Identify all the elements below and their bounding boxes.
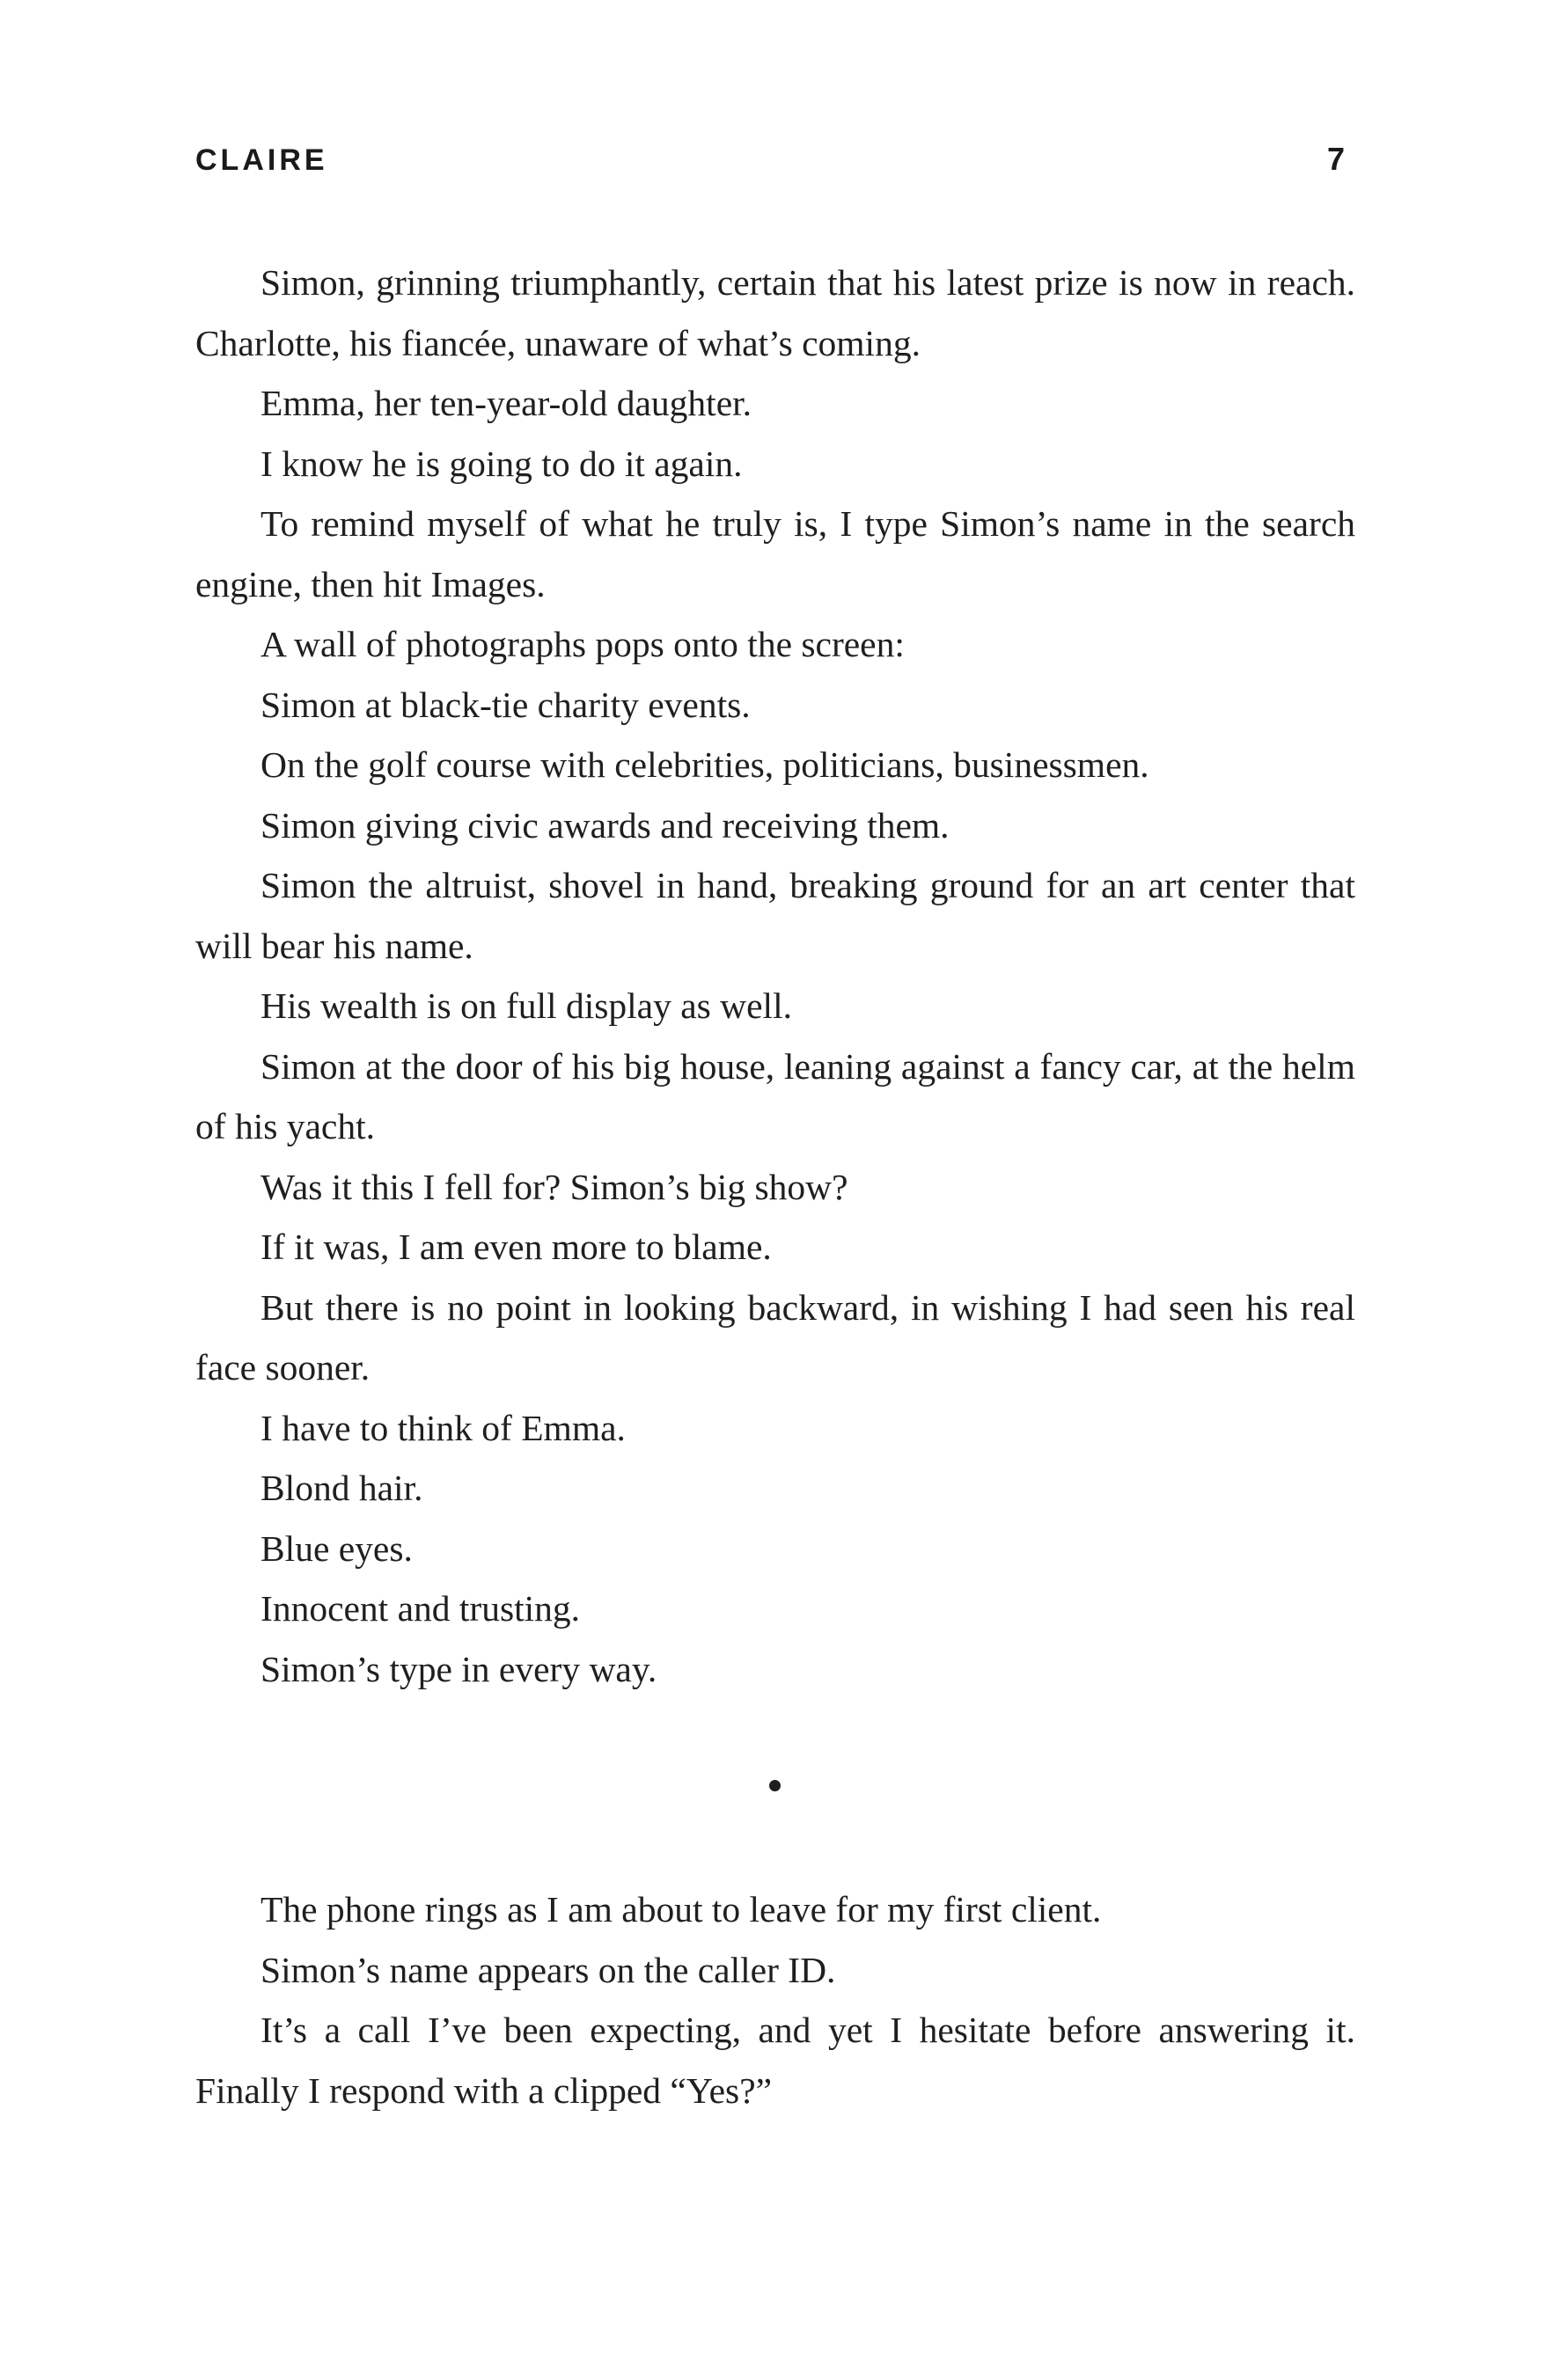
body-text-section-two (195, 1879, 1355, 2120)
running-head: CLAIRE (195, 143, 328, 177)
paragraph: I know he is going to do it again. (261, 443, 743, 484)
paragraph: Was it this I fell for? Simon’s big show? (261, 1166, 848, 1207)
paragraph: Simon the altruist, shovel in hand, breaking ground for an art center that will bear his name. (195, 865, 1355, 966)
body-text-section-one (195, 253, 1355, 1699)
paragraph: Blond hair. (261, 1468, 423, 1508)
scene-break-bullet (769, 1780, 781, 1791)
paragraph: Simon giving civic awards and receiving them. (261, 804, 950, 846)
paragraph: If it was, I am even more to blame. (261, 1227, 772, 1267)
paragraph: On the golf course with celebrities, politicians, businessmen. (261, 744, 1149, 785)
paragraph: Simon at the door of his big house, leaning against a fancy car, at the helm of his yacht. (195, 1045, 1355, 1146)
paragraph: A wall of photographs pops onto the screen: (261, 624, 905, 664)
paragraph: Innocent and trusting. (261, 1588, 581, 1629)
paragraph: Blue eyes. (261, 1527, 413, 1569)
paragraph: His wealth is on full display as well. (261, 985, 792, 1026)
paragraph: It’s a call I’ve been expecting, and yet I hesitate before answering it. Finally I respond with a clipped “Yes?” (195, 2010, 1355, 2111)
paragraph: Simon, grinning triumphantly, certain that his latest prize is now in reach. Charlotte, his fiancée, unaware of what’s coming. (195, 262, 1355, 363)
paragraph: I have to think of Emma. (261, 1407, 626, 1448)
paragraph: Simon’s type in every way. (261, 1648, 657, 1689)
paragraph: But there is no point in looking backward, in wishing I had seen his real face sooner. (195, 1286, 1355, 1388)
paragraph: The phone rings as I am about to leave for my first client. (261, 1889, 1102, 1930)
paragraph: Simon at black-tie charity events. (261, 684, 751, 725)
paragraph: To remind myself of what he truly is, I type Simon’s name in the search engine, then hit Images. (195, 503, 1355, 604)
page-number: 7 (1327, 141, 1346, 177)
paragraph: Emma, her ten-year-old daughter. (261, 383, 752, 423)
paragraph: Simon’s name appears on the caller ID. (261, 1949, 836, 1990)
